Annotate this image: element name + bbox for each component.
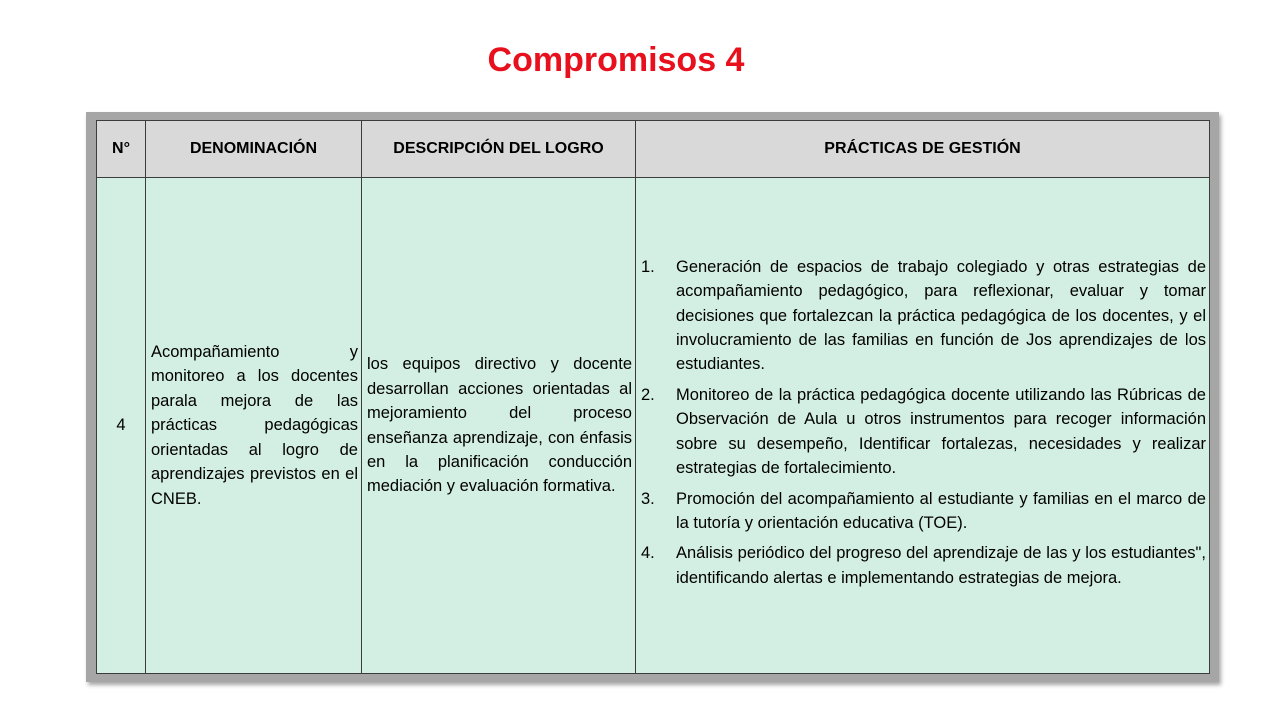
table-header-row xyxy=(97,121,1210,178)
table-frame xyxy=(86,112,1219,682)
cell-descripcion: los equipos directivo y docente desarrollan acciones orientadas al mejoramiento del proceso enseñanza aprendizaje, con énfasis en la planificación conducción mediación y evaluación formativa. xyxy=(362,178,636,674)
practice-text: Generación de espacios de trabajo colegiado y otras estrategias de acompañamiento pedagógico, para reflexionar, evaluar y tomar decisiones que fortalezcan la práctica pedagógica de los docentes, y el involucramiento de las familias en función de Jos aprendizajes de los estudiantes. xyxy=(676,257,1206,374)
practice-text: Monitoreo de la práctica pedagógica docente utilizando las Rúbricas de Observación de Aula u otros instrumentos para recoger información sobre su desempeño, Identificar fortalezas, necesidades y realizar estrategias de fortalecimiento. xyxy=(676,385,1206,478)
header-num: N° xyxy=(97,121,146,178)
practice-item xyxy=(641,487,1206,536)
cell-practicas xyxy=(636,178,1210,674)
practice-number: 2. xyxy=(641,385,655,404)
practices-list xyxy=(641,255,1206,590)
header-descripcion: DESCRIPCIÓN DEL LOGRO xyxy=(362,121,636,178)
practice-text: Análisis periódico del progreso del aprendizaje de las y los estudiantes", identificando alertas e implementando estrategias de mejora. xyxy=(676,544,1206,587)
practice-item xyxy=(641,255,1206,377)
practice-item xyxy=(641,383,1206,481)
practice-number: 1. xyxy=(641,257,655,276)
header-practicas: PRÁCTICAS DE GESTIÓN xyxy=(636,121,1210,178)
practice-item xyxy=(641,541,1206,590)
practice-number: 4. xyxy=(641,544,655,563)
page-title: Compromisos 4 xyxy=(487,41,745,79)
header-denominacion: DENOMINACIÓN xyxy=(146,121,362,178)
table-row xyxy=(97,178,1210,674)
practice-number: 3. xyxy=(641,489,655,508)
cell-denominacion: Acompañamiento y monitoreo a los docentes parala mejora de las prácticas pedagógicas orientadas al logro de aprendizajes previstos en el CNEB. xyxy=(146,178,362,674)
practice-text: Promoción del acompañamiento al estudiante y familias en el marco de la tutoría y orientación educativa (TOE). xyxy=(676,489,1206,532)
commitments-table xyxy=(96,120,1210,674)
cell-num: 4 xyxy=(97,178,146,674)
